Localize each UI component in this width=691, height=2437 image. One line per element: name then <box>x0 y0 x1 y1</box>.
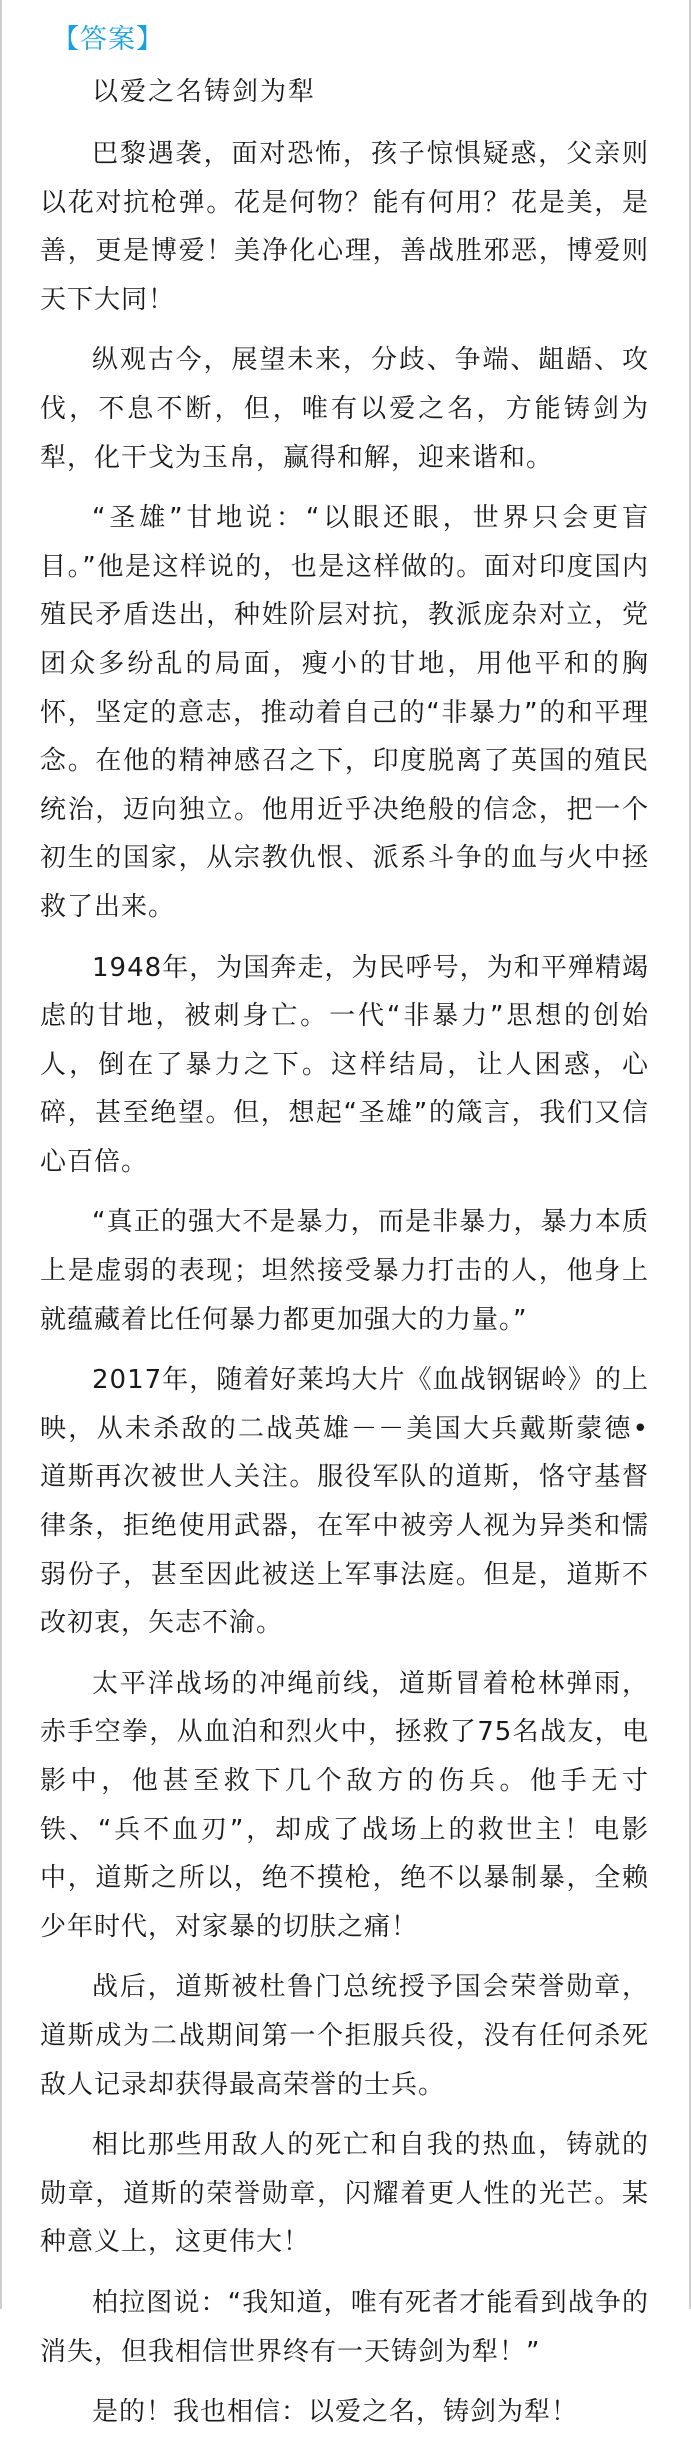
paragraph-1: 巴黎遇袭，面对恐怖，孩子惊惧疑惑，父亲则以花对抗枪弹。花是何物？能有何用？花是美，是善，更是博爱！美净化心理，善战胜邪恶，博爱则天下大同！ <box>40 139 649 315</box>
paragraph-10: 柏拉图说：“我知道，唯有死者才能看到战争的消失，但我相信世界终有一天铸剑为犁！” <box>40 2287 649 2367</box>
paragraph-5: “真正的强大不是暴力，而是非暴力，暴力本质上是虚弱的表现；坦然接受暴力打击的人，他身上就蕴藏着比任何暴力都更加强大的力量。” <box>40 1207 649 1335</box>
paragraph-11: 是的！我也相信：以爱之名，铸剑为犁！ <box>92 2397 579 2428</box>
paragraph-8: 战后，道斯被杜鲁门总统授予国会荣誉勋章，道斯成为二战期间第一个拒服兵役，没有任何杀死敌人记录却获得最高荣誉的士兵。 <box>40 1972 649 2100</box>
answer-tag: 【答案】 <box>52 24 164 55</box>
paragraph-6: 2017年，随着好莱坞大片《血战钢锯岭》的上映，从未杀敌的二战英雄－－美国大兵戴斯蒙德•道斯再次被世人关注。服役军队的道斯，恪守基督律条，拒绝使用武器，在军中被旁人视为异类和懦弱份子，甚至因此被送上军事法庭。但是，道斯不改初衷，矢志不渝。 <box>40 1365 649 1639</box>
paragraph-9: 相比那些用敌人的死亡和自我的热血，铸就的勋章，道斯的荣誉勋章，闪耀着更人性的光芒。某种意义上，这更伟大！ <box>40 2130 649 2258</box>
paragraph-2: 纵观古今，展望未来，分歧、争端、龃龉、攻伐，不息不断，但，唯有以爱之名，方能铸剑为犁，化干戈为玉帛，赢得和解，迎来谐和。 <box>40 345 649 473</box>
essay-title: 以爱之名铸剑为犁 <box>92 77 317 107</box>
paragraph-7: 太平洋战场的冲绳前线，道斯冒着枪林弹雨，赤手空拳，从血泊和烈火中，拯救了75名战友，电影中，他甚至救下几个敌方的伤兵。他手无寸铁、“兵不血刃”，却成了战场上的救世主！电影中，道斯之所以，绝不摸枪，绝不以暴制暴，全赖少年时代，对家暴的切肤之痛！ <box>40 1668 649 1942</box>
paragraph-3: “圣雄”甘地说：“以眼还眼，世界只会更盲目。”他是这样说的，也是这样做的。面对印度国内殖民矛盾迭出，种姓阶层对抗，教派庞杂对立，党团众多纷乱的局面，瘦小的甘地，用他平和的胸怀，坚定的意志，推动着自己的“非暴力”的和平理念。在他的精神感召之下，印度脱离了英国的殖民统治，迈向独立。他用近乎决绝般的信念，把一个初生的国家，从宗教仇恨、派系斗争的血与火中拯救了出来。 <box>40 503 649 922</box>
paragraph-4: 1948年，为国奔走，为民呼号，为和平殚精竭虑的甘地，被刺身亡。一代“非暴力”思想的创始人，倒在了暴力之下。这样结局，让人困惑，心碎，甚至绝望。但，想起“圣雄”的箴言，我们又信心百倍。 <box>40 952 649 1177</box>
